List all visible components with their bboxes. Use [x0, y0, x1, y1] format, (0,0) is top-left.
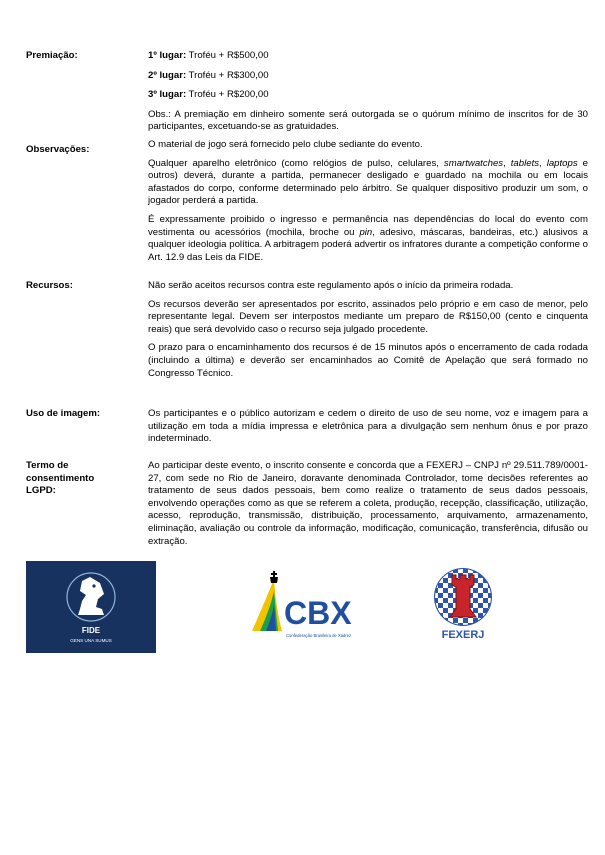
prize-value: Troféu + R$500,00 — [186, 50, 269, 61]
paragraph: O material de jogo será fornecido pelo clube sediante do evento. — [148, 139, 423, 150]
section-content — [148, 460, 588, 554]
text-run: Qualquer aparelho eletrônico (como relógios de pulso, celulares, — [148, 157, 444, 169]
prize-place: 2º lugar: — [148, 69, 187, 81]
paragraph: Ao participar deste evento, o inscrito consente e concorda que a FEXERJ – CNPJ nº 29.511.789/0001-27, com sede no Rio de Janeiro, doravante denominada Controlador, tome decisões referentes ao tratamento de seus dados pessoais, bem como realize o tratamento de seus dados pessoais, envolvendo operações como as que se referem a coleta, produção, recepção, classificação, utilização, acesso, reprodução, transmissão, distribuição, processamento, arquivamento, armazenamento, eliminação, avaliação ou controle da informação, modificação, comunicação, transferência, difusão ou extração. — [148, 460, 588, 547]
paragraph — [148, 214, 588, 264]
prize-place: 1º lugar: — [148, 50, 187, 61]
text-run: , — [503, 157, 511, 169]
section-label: Recursos: — [26, 280, 73, 291]
prize-value: Troféu + R$300,00 — [186, 69, 269, 81]
text-run: e outros) deverá, durante a partida, permanecer desligado e guardado na mochila ou em locais afastados do corpo, conforme determinado pelo árbitro. Se qualquer dispositivo produzir um som, o jogador perderá a partida. — [148, 157, 588, 207]
paragraph: Não serão aceitos recursos contra este regulamento após o início da primeira rodada. — [148, 280, 514, 291]
cbx-logo — [246, 569, 356, 649]
text-run: , — [539, 157, 547, 169]
section-label: Premiação: — [26, 50, 78, 61]
fide-motto: GENS UNA SUMUS — [70, 638, 112, 643]
section-content — [148, 280, 588, 386]
fexerj-rook-icon — [428, 563, 498, 643]
cbx-subtitle: Confederação Brasileira de Xadrez — [286, 633, 352, 638]
paragraph: Os recursos deverão ser apresentados por escrito, assinados pelo próprio e em caso de menor, pelo representante legal. Devem ser interpostos mediante um preparo de R$150,00 (cento e cinquenta reais) que será devolvido caso o recurso seja julgado procedente. — [148, 298, 588, 335]
prize-line — [148, 50, 588, 63]
fexerj-name: FEXERJ — [441, 629, 485, 641]
section-label: Uso de imagem: — [26, 408, 101, 419]
prize-value: Troféu + R$200,00 — [186, 89, 269, 101]
paragraph: O prazo para o encaminhamento dos recursos é de 15 minutos após o encerramento de cada rodada (incluindo a última) e deverão ser encaminhados ao Comitê de Apelação que será formado no Congresso Técnico. — [148, 342, 588, 379]
fexerj-logo — [428, 563, 498, 643]
fide-logo — [26, 561, 156, 653]
text-run-italic: laptops — [546, 157, 578, 169]
section-label — [26, 460, 144, 498]
label-line: Termo de — [26, 460, 69, 471]
prize-line — [148, 89, 588, 102]
section-label: Observações: — [26, 144, 90, 155]
fide-knight-icon — [26, 561, 156, 653]
label-line: consentimento — [26, 472, 95, 484]
paragraph — [148, 158, 588, 208]
text-run-italic: smartwatches — [443, 157, 504, 169]
text-run-italic: pin — [359, 226, 373, 238]
section-content — [148, 139, 588, 270]
prize-place: 3º lugar: — [148, 89, 187, 101]
text-run-italic: tablets — [510, 157, 540, 169]
paragraph: Os participantes e o público autorizam e cedem o direito de uso de seu nome, voz e imagem para a utilização em toda a mídia impressa e eletrônica para a divulgação sem nenhum ônus e por prazo indeterminado. — [148, 408, 588, 445]
text-run: É expressamente proibido o ingresso e permanência nas dependências do local do evento com vestimenta ou acessórios (mochila, broche ou — [148, 213, 588, 238]
section-content — [148, 408, 588, 452]
prize-line — [148, 70, 588, 83]
fide-name: FIDE — [81, 626, 101, 635]
label-line: LGPD: — [26, 485, 56, 497]
text-run: , adesivo, máscaras, bandeiras, etc.) alusivos a qualquer ideologia política. A arbitragem poderá advertir os infratores durante a competição conforme o Art. 12.9 das Leis da FIDE. — [148, 226, 588, 263]
cbx-king-icon — [246, 569, 356, 649]
cbx-name: CBX — [284, 595, 352, 631]
section-content — [148, 50, 588, 140]
prize-obs: Obs.: A premiação em dinheiro somente será outorgada se o quórum mínimo de inscritos for de 30 participantes, excetuando-se as gratuidades. — [148, 108, 588, 133]
